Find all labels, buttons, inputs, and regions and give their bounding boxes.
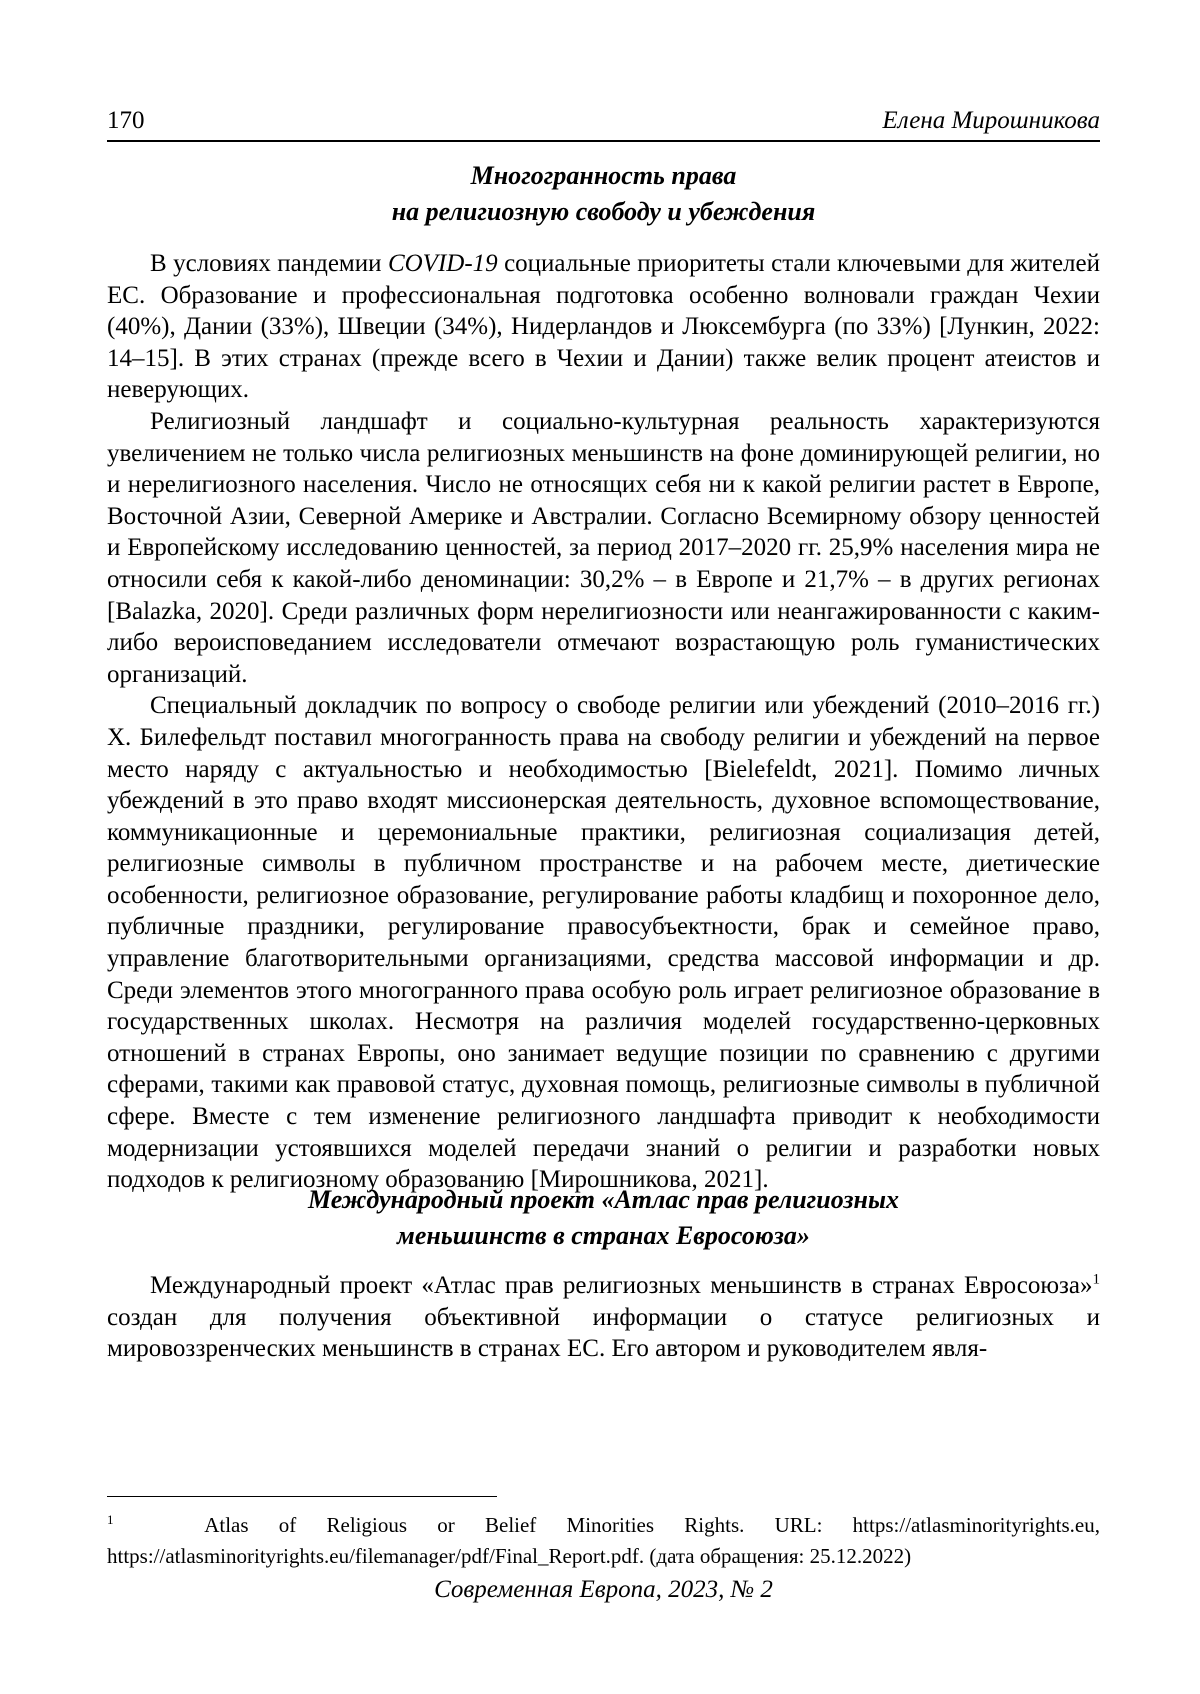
paragraph-1 xyxy=(107,248,1100,406)
footnote-divider xyxy=(107,1496,497,1497)
running-author: Елена Мирошникова xyxy=(882,107,1100,134)
page-number: 170 xyxy=(107,107,145,134)
section-heading-1 xyxy=(107,158,1100,230)
footnote-text: Atlas of Religious or Belief Minorities Rights. URL: https://atlasminorityrights.eu, https://atlasminorityrights.eu/filemanager/pdf/Final_Report.pdf. (дата обращения: 25.12.2022) xyxy=(107,1513,1100,1568)
section-heading-2-line-2: меньшинств в странах Евросоюза» xyxy=(397,1221,810,1250)
section-heading-1-line-2: на религиозную свободу и убеждения xyxy=(391,197,816,226)
journal-footer: Современная Европа, 2023, № 2 xyxy=(434,1576,773,1603)
footnote-number: 1 xyxy=(107,1512,114,1527)
section-heading-2 xyxy=(107,1182,1100,1254)
section-1-body xyxy=(107,248,1100,1196)
section-heading-2-line-1: Международный проект «Атлас прав религиозных xyxy=(307,1185,900,1214)
paragraph-1-text-a: В условиях пандемии xyxy=(150,250,388,277)
paragraph-1-text-b: социальные приоритеты стали ключевыми для жителей ЕС. Образование и профессиональная подготовка особенно волновали граждан Чехии (40%), Дании (33%), Швеции (34%), Нидерландов и Люксембурга (по 33%) [Лункин, 2022: 14–15]. В этих странах (прежде всего в Чехии и Дании) также велик процент атеистов и неверующих. xyxy=(107,250,1100,404)
section-2-body xyxy=(107,1270,1100,1365)
paragraph-4 xyxy=(107,1270,1100,1365)
footnote xyxy=(107,1510,1100,1572)
footnote-reference[interactable]: 1 xyxy=(1092,1271,1100,1288)
paragraph-3: Специальный докладчик по вопросу о свободе религии или убеждений (2010–2016 гг.) Х. Билефельдт поставил многогранность права на свободу религии и убеждений на первое место наряду с актуальностью и необходимостью [Bielefeldt, 2021]. Помимо личных убеждений в это право входят миссионерская деятельность, духовное вспомоществование, коммуникационные и церемониальные практики, религиозная социализация детей, религиозные символы в публичном пространстве и на рабочем месте, диетические особенности, религиозное образование, регулирование работы кладбищ и похоронное дело, публичные праздники, регулирование правосубъектности, брак и семейное право, управление благотворительными организациями, средства массовой информации и др. Среди элементов этого многогранного права особую роль играет религиозное образование в государственных школах. Несмотря на различия моделей государственно-церковных отношений в странах Европы, оно занимает ведущие позиции по сравнению с другими сферами, такими как правовой статус, духовная помощь, религиозные символы в публичной сфере. Вместе с тем изменение религиозного ландшафта приводит к необходимости модернизации устоявшихся моделей передачи знаний о религии и разработки новых подходов к религиозному образованию [Мирошникова, 2021]. xyxy=(107,692,1100,1194)
paragraph-1-italic-term: COVID-19 xyxy=(387,250,498,277)
section-heading-1-line-1: Многогранность права xyxy=(470,161,737,190)
paragraph-4-text-b: создан для получения объективной информации о статусе религиозных и мировоззренческих меньшинств в странах ЕС. Его автором и руководителем явля- xyxy=(107,1303,1100,1363)
paragraph-4-text-a: Международный проект «Атлас прав религиозных меньшинств в странах Евросоюза» xyxy=(150,1272,1093,1299)
running-header xyxy=(107,106,1100,142)
paragraph-2: Религиозный ландшафт и социально-культурная реальность характеризуются увеличением не только числа религиозных меньшинств на фоне доминирующей религии, но и нерелигиозного населения. Число не относящих себя ни к какой религии растет в Европе, Восточной Азии, Северной Америке и Австралии. Согласно Всемирному обзору ценностей и Европейскому исследованию ценностей, за период 2017–2020 гг. 25,9% населения мира не относили себя к какой-либо деноминации: 30,2% – в Европе и 21,7% – в других регионах [Balazka, 2020]. Среди различных форм нерелигиозности или неангажированности с каким-либо вероисповеданием исследователи отмечают возрастающую роль гуманистических организаций. xyxy=(107,407,1100,688)
